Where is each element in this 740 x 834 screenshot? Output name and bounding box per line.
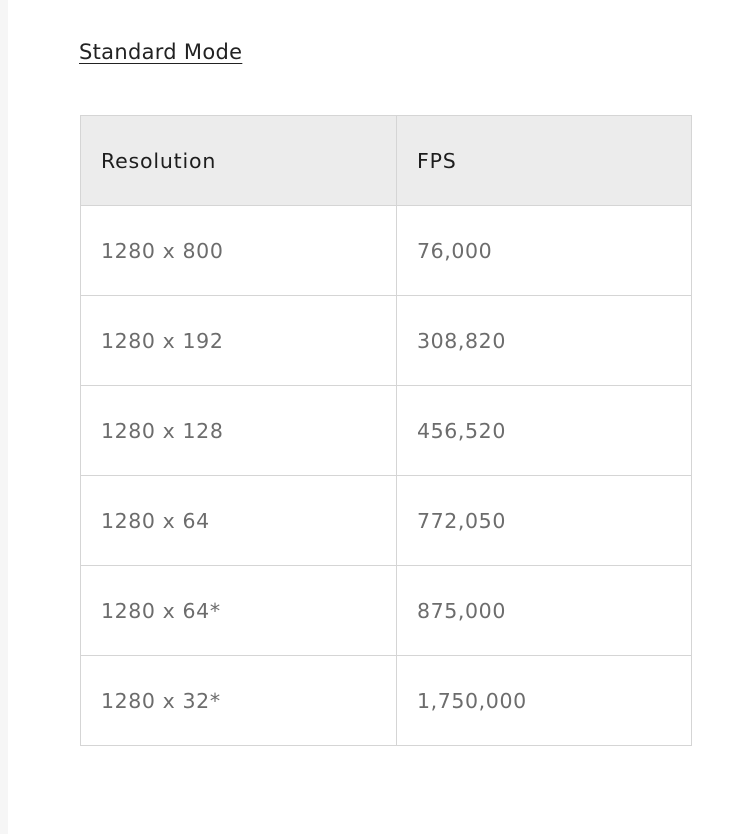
section-heading: Standard Mode [79,40,243,64]
resolution-cell: 1280 x 192 [81,296,397,386]
fps-cell: 308,820 [397,296,692,386]
resolution-cell: 1280 x 800 [81,206,397,296]
fps-cell: 76,000 [397,206,692,296]
table-row [81,476,692,566]
table-header-row [81,116,692,206]
table-row [81,296,692,386]
resolution-cell: 1280 x 32* [81,656,397,746]
resolution-cell: 1280 x 64* [81,566,397,656]
table-row [81,386,692,476]
column-header-resolution: Resolution [81,116,397,206]
fps-cell: 772,050 [397,476,692,566]
table-row [81,566,692,656]
resolution-cell: 1280 x 64 [81,476,397,566]
fps-cell: 1,750,000 [397,656,692,746]
table-row [81,656,692,746]
column-header-fps: FPS [397,116,692,206]
page-margin [0,0,8,834]
table-row [81,206,692,296]
resolution-fps-table [80,115,692,746]
fps-cell: 456,520 [397,386,692,476]
fps-cell: 875,000 [397,566,692,656]
resolution-cell: 1280 x 128 [81,386,397,476]
